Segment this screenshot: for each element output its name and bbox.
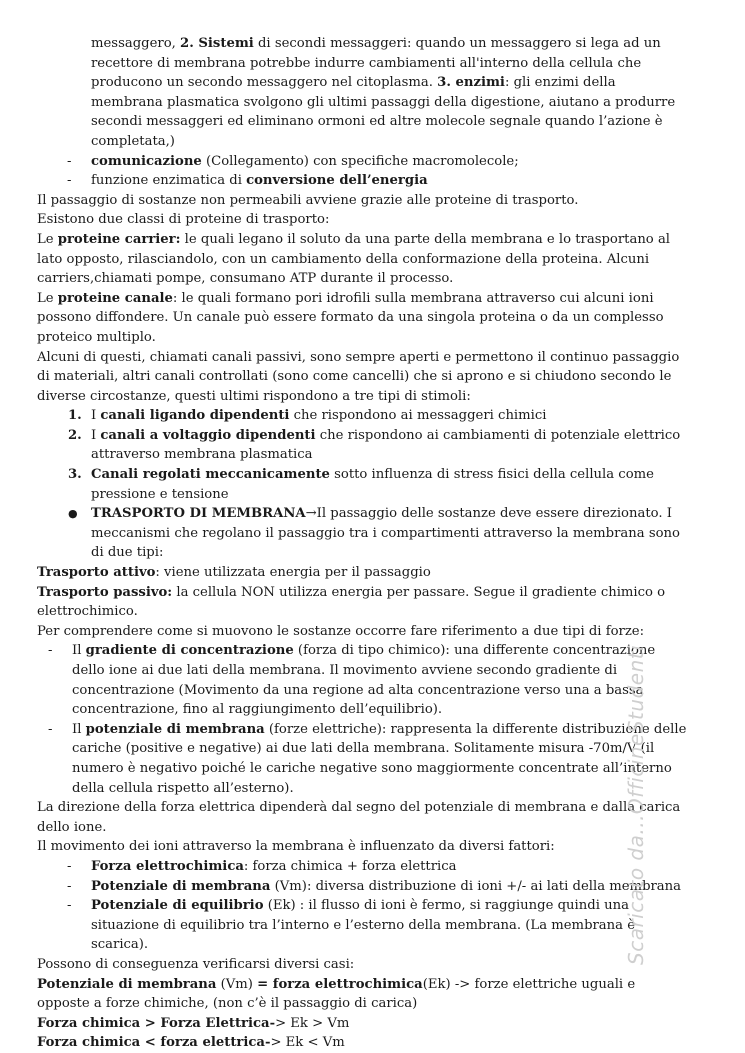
- text: Le: [37, 290, 58, 306]
- bold-term: Trasporto passivo:: [37, 584, 173, 600]
- number-marker: 3.: [68, 467, 82, 483]
- bold-term: Potenziale di equilibrio: [91, 898, 264, 914]
- paragraph-trasporto-passivo: [37, 583, 691, 622]
- text: (Vm): diversa distribuzione di ioni +/- ai lati della membrana: [270, 878, 682, 894]
- list-item: [37, 641, 691, 719]
- bold-term: comunicazione: [91, 153, 202, 169]
- bold-term: Potenziale di membrana: [91, 878, 271, 894]
- paragraph-trasporto-attivo: [37, 563, 691, 583]
- bold-term: Trasporto attivo: [37, 565, 156, 581]
- text: che rispondono ai cambiamenti di potenziale elettrico attraverso membrana plasmatica: [91, 427, 681, 463]
- list-item: [37, 720, 691, 798]
- paragraph-canale: [37, 289, 691, 348]
- bold-term: 2. Sistemi: [180, 36, 254, 51]
- text: (Vm): [216, 976, 258, 992]
- text: messaggero,: [91, 36, 181, 51]
- text: (forze elettriche): rappresenta la differente distribuzione delle cariche (positive e negative) ai due lati della membrana. Solitamente misura -70m/V (il numero è negativo poiché le cariche negative sono maggiormente concentrate all’interno della cellula rispetto all’esterno).: [72, 721, 687, 796]
- list-item: [37, 857, 691, 877]
- text: Il: [72, 721, 86, 737]
- text: (Ek) -> forze elettriche uguali e opposte a forze chimiche, (non c’è il passaggio di carica): [37, 976, 636, 1012]
- text: la cellula NON utilizza energia per passare. Segue il gradiente chimico o elettrochimico.: [37, 584, 666, 620]
- paragraph: Alcuni di questi, chiamati canali passivi, sono sempre aperti e permettono il continuo passaggio di materiali, altri canali controllati (sono come cancelli) che si aprono e si chiudono secondo le diverse circostanze, questi ultimi rispondono a tre tipi di stimoli:: [37, 349, 680, 404]
- text: : forza chimica + forza elettrica: [243, 858, 457, 874]
- bullet-icon: ●: [68, 507, 78, 521]
- bold-term: potenziale di membrana: [85, 721, 265, 737]
- text: che rispondono ai messaggeri chimici: [289, 408, 547, 424]
- bold-term: conversione dell’energia: [246, 173, 428, 189]
- paragraph: Esistono due classi di proteine di trasporto:: [37, 212, 330, 228]
- bold-term: proteine canale: [57, 290, 173, 306]
- number-marker: 2.: [68, 427, 82, 443]
- numbered-item: [37, 465, 691, 504]
- dash-marker: -: [48, 643, 53, 659]
- bold-term: Canali regolati meccanicamente: [91, 467, 330, 483]
- text: > Ek < Vm: [270, 1035, 345, 1051]
- numbered-item: [37, 406, 691, 426]
- list-item: [37, 171, 691, 191]
- bold-term: TRASPORTO DI MEMBRANA: [91, 506, 306, 522]
- numbered-item: [37, 426, 691, 465]
- text: : viene utilizzata energia per il passaggio: [155, 565, 431, 581]
- paragraph-caso-chimica-maggiore: [37, 1014, 691, 1034]
- paragraph: Possono di conseguenza verificarsi diversi casi:: [37, 956, 355, 972]
- paragraph: La direzione della forza elettrica dipenderà dal segno del potenziale di membrana e dalla carica dello ione.: [37, 800, 681, 835]
- text: di secondi messaggeri: quando un messaggero si lega ad un recettore di membrana potrebbe indurre cambiamenti all'interno della cellula che producono un secondo messaggero nel citoplasma.: [91, 36, 661, 91]
- text: le quali legano il soluto da una parte della membrana e lo trasportano al lato opposto, rilasciandolo, con un cambiamento della conformazione della proteina. Alcuni carriers,chiamati pompe, consumano ATP durante il processo.: [37, 231, 671, 287]
- paragraph-carrier: [37, 230, 691, 289]
- bold-term: canali a voltaggio dipendenti: [100, 427, 316, 443]
- list-item: [37, 152, 691, 172]
- text: (Ek) : il flusso di ioni è fermo, si raggiunge quindi una situazione di equilibrio tra l’interno e l’esterno della membrana. (La membrana è scarica).: [91, 898, 636, 953]
- list-item: [37, 896, 691, 955]
- dash-marker: -: [48, 721, 53, 737]
- bullet-item: [37, 504, 691, 563]
- text: →Il passaggio delle sostanze deve essere direzionato. I meccanismi che regolano il passaggio tra i compartimenti attraverso la membrana sono di due tipi:: [91, 506, 680, 561]
- bold-term: gradiente di concentrazione: [85, 643, 294, 659]
- paragraph: Per comprendere come si muovono le sostanze occorre fare riferimento a due tipi di forze:: [37, 623, 645, 639]
- bold-term: Potenziale di membrana: [37, 976, 217, 992]
- bold-term: proteine carrier:: [57, 231, 181, 247]
- bold-term: Forza elettrochimica: [91, 858, 244, 874]
- text: > Ek > Vm: [275, 1015, 350, 1031]
- text: (Collegamento) con specifiche macromolecole;: [201, 153, 519, 169]
- text: : gli enzimi della membrana plasmatica svolgono gli ultimi passaggi della digestione, aiutano a produrre secondi messaggeri ed eliminano ormoni ed altre molecole segnale quando l’azione è completata,): [91, 75, 676, 149]
- text: : le quali formano pori idrofili sulla membrana attraverso cui alcuni ioni possono diffondere. Un canale può essere formato da una singola proteina o da un complesso proteico multiplo.: [37, 290, 664, 345]
- bold-term: Forza chimica > Forza Elettrica-: [37, 1015, 276, 1031]
- paragraph: Il movimento dei ioni attraverso la membrana è influenzato da diversi fattori:: [37, 839, 555, 855]
- dash-marker: -: [67, 898, 72, 914]
- paragraph: Il passaggio di sostanze non permeabili avviene grazie alle proteine di trasporto.: [37, 192, 579, 208]
- bold-term: = forza elettrochimica: [257, 976, 423, 992]
- number-marker: 1.: [68, 408, 82, 424]
- dash-marker: -: [67, 153, 72, 169]
- paragraph-caso-chimica-minore: [37, 1033, 691, 1053]
- text: Le: [37, 231, 58, 247]
- text: sotto influenza di stress fisici della cellula come pressione e tensione: [91, 467, 654, 502]
- paragraph-caso-equilibrio: [37, 975, 691, 1014]
- dash-marker: -: [67, 173, 72, 189]
- bold-term: canali ligando dipendenti: [100, 408, 290, 424]
- text: funzione enzimatica di: [91, 173, 247, 189]
- text: (forza di tipo chimico): una differente concentrazione dello ione ai due lati della membrana. Il movimento avviene secondo gradiente di concentrazione (Movimento da una regione ad alta concentrazione verso una a bassa concentrazione, fino al raggiungimento dell’equilibrio).: [72, 643, 656, 718]
- text: Il: [72, 643, 86, 659]
- watermark: Scaricato da...OfficineStudenti: [624, 644, 648, 965]
- text: I: [91, 427, 101, 443]
- bold-term: Forza chimica < forza elettrica-: [37, 1035, 271, 1051]
- text: I: [91, 408, 101, 424]
- list-item: [37, 877, 691, 897]
- paragraph-secondi-messaggeri: [37, 34, 691, 152]
- bold-term: 3. enzimi: [437, 75, 505, 91]
- dash-marker: -: [67, 878, 72, 894]
- dash-marker: -: [67, 858, 72, 874]
- document-page: [37, 34, 691, 1053]
